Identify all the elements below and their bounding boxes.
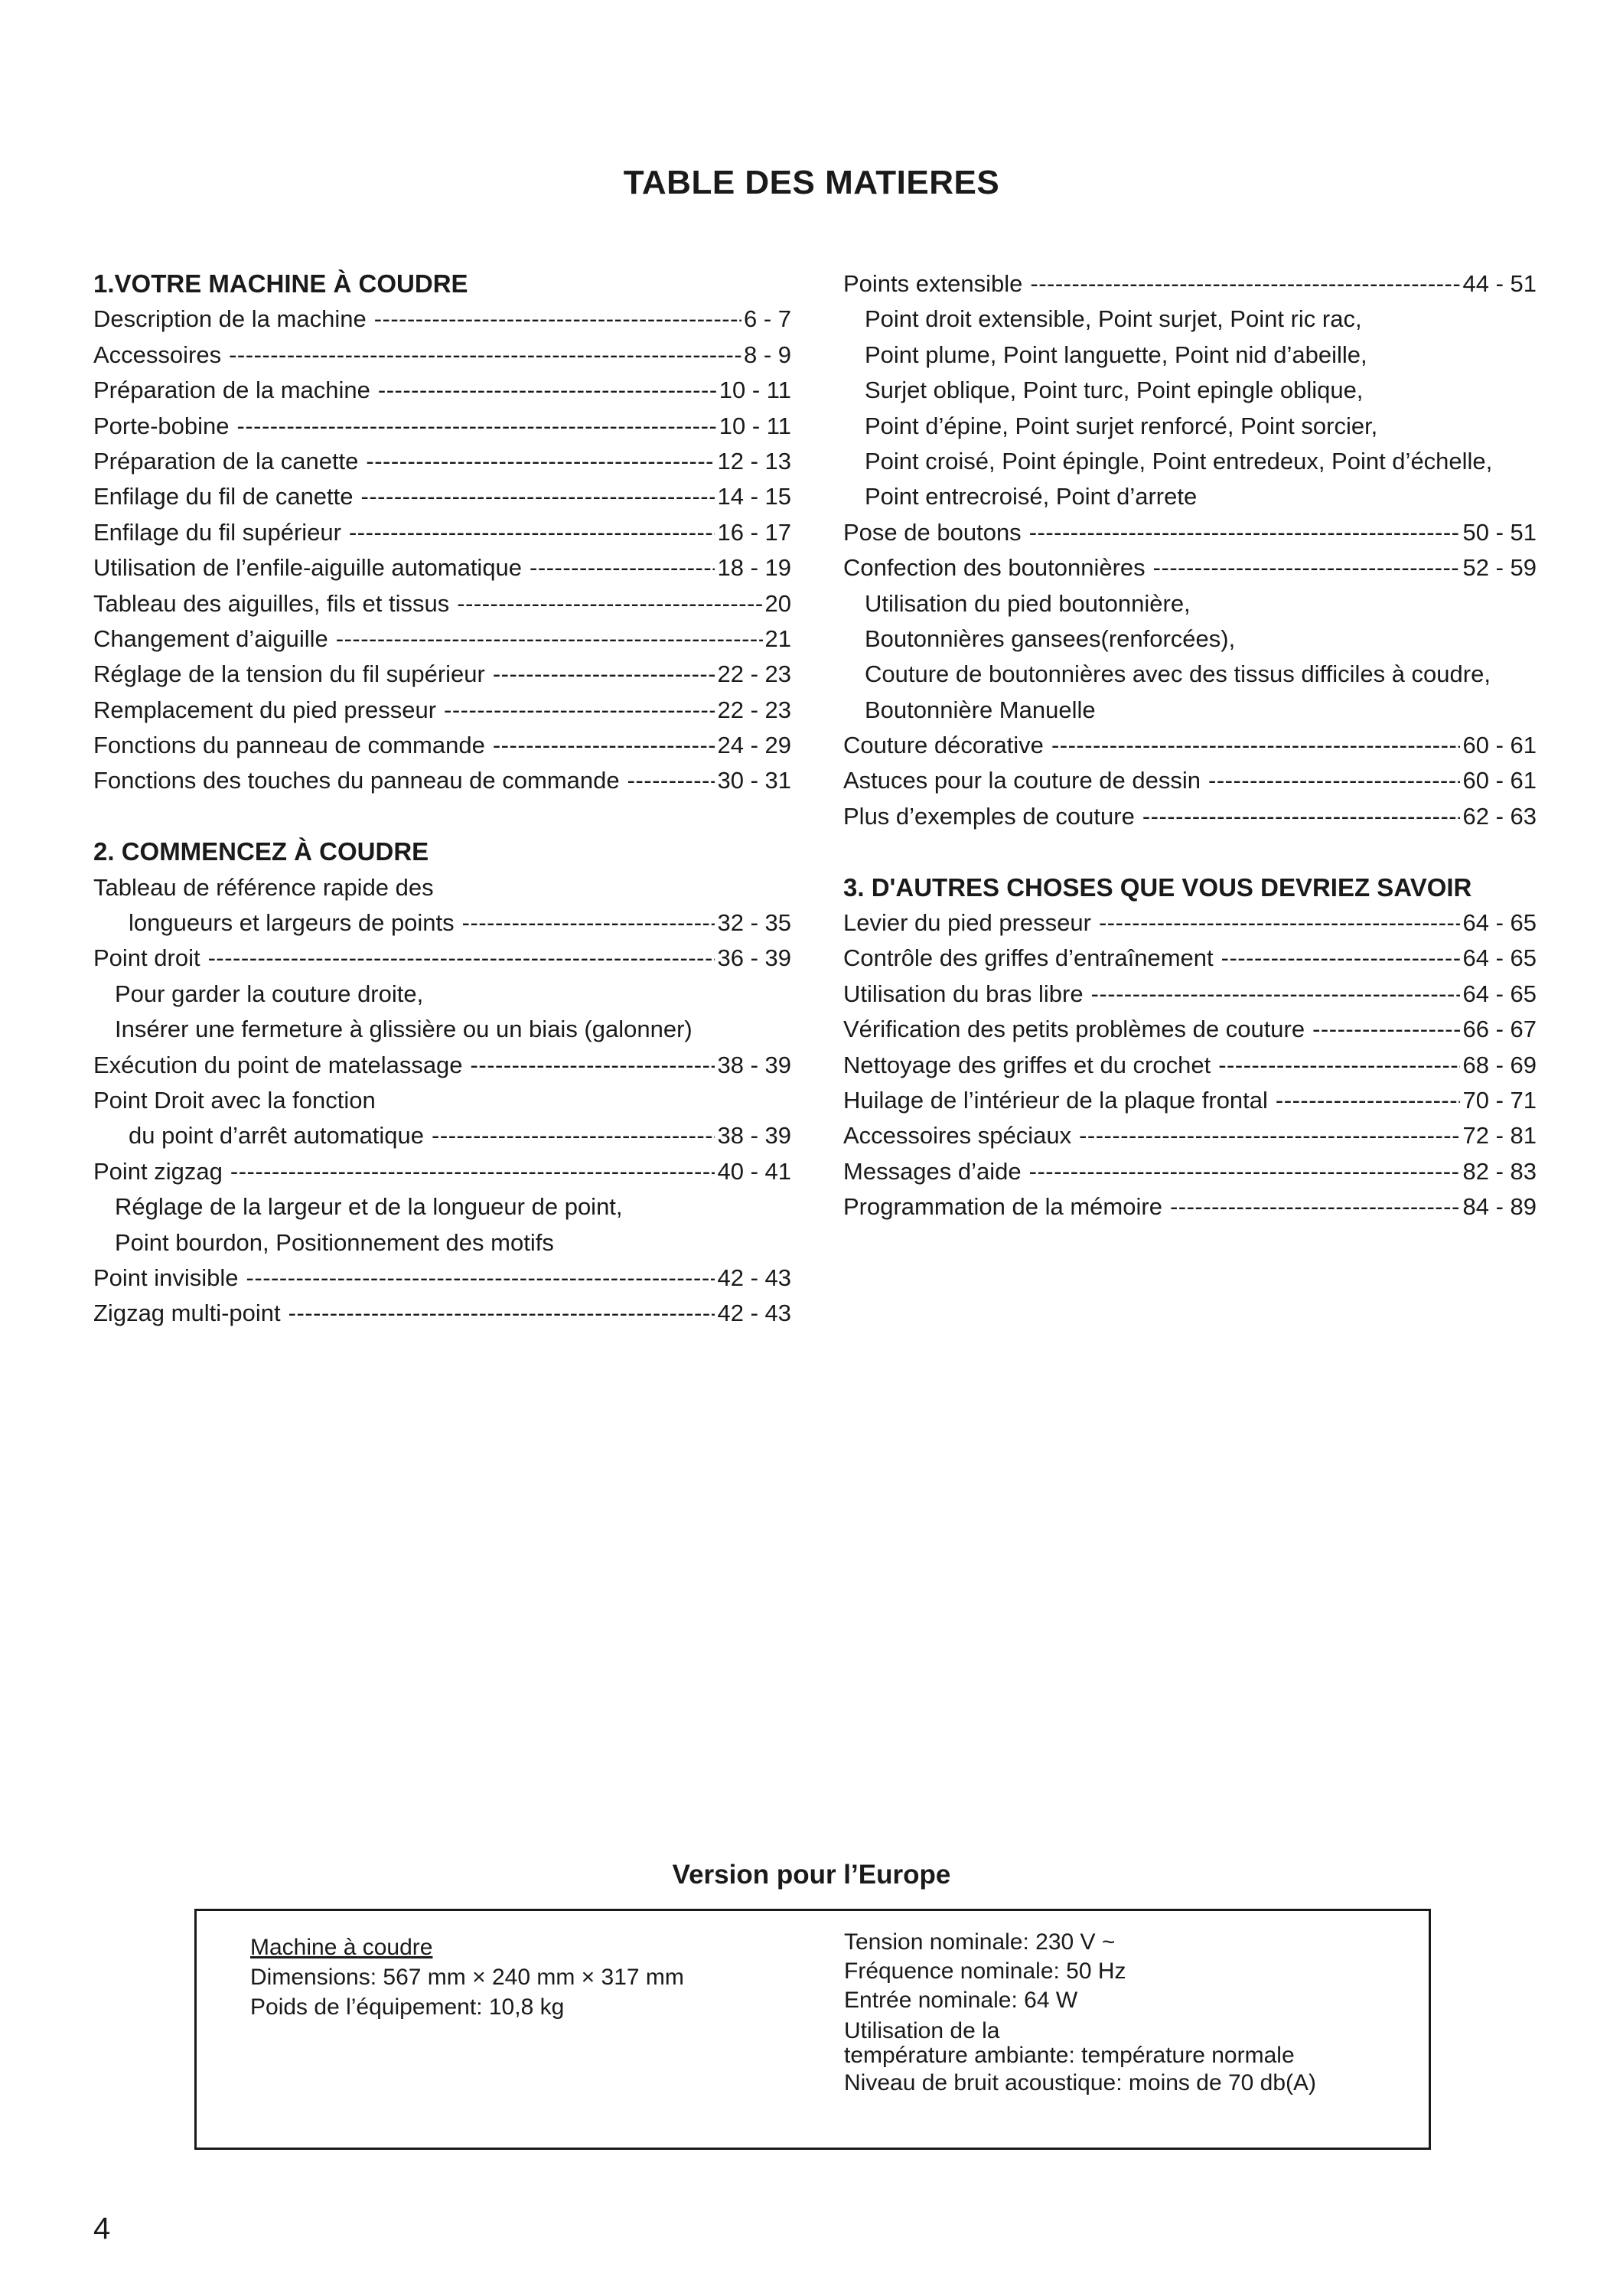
- toc-spacer: [843, 834, 1537, 869]
- toc-entry-pages: 64 - 65: [1462, 909, 1537, 937]
- toc-leader-dashes: [349, 515, 715, 550]
- toc-subentry-text: Réglage de la largeur et de la longueur de point,: [115, 1193, 623, 1221]
- toc-leader-dashes: [1153, 550, 1461, 585]
- toc-leader-dashes: [361, 479, 715, 514]
- toc-entry-pages: 50 - 51: [1462, 518, 1537, 546]
- toc-entry: [93, 693, 791, 728]
- toc-entry-pages: 32 - 35: [717, 909, 791, 937]
- toc-entry-label: Fonctions du panneau de commande: [93, 732, 485, 759]
- toc-entry-pages: 16 - 17: [717, 518, 791, 546]
- toc-entry: [93, 479, 791, 514]
- toc-leader-dashes: [208, 941, 715, 976]
- toc-entry: [843, 1012, 1537, 1047]
- spec-input: Entrée nominale: 64 W: [844, 1988, 1078, 2013]
- toc-leader-dashes: [1051, 728, 1461, 763]
- toc-entry-label: Huilage de l’intérieur de la plaque frontal: [843, 1086, 1268, 1114]
- toc-leader-dashes: [230, 1154, 715, 1189]
- toc-entry-label: Couture décorative: [843, 732, 1044, 759]
- toc-entry-pages: 38 - 39: [717, 1051, 791, 1078]
- toc-entry-label: Enfilage du fil supérieur: [93, 518, 341, 546]
- toc-entry-label: du point d’arrêt automatique: [129, 1122, 425, 1150]
- toc-entry-label: Description de la machine: [93, 305, 367, 333]
- toc-leader-dashes: [627, 763, 715, 798]
- toc-entry-label: Changement d’aiguille: [93, 625, 328, 652]
- toc-entry-pages: 44 - 51: [1462, 270, 1537, 297]
- toc-entry: [843, 977, 1537, 1012]
- toc-entry: [843, 1083, 1537, 1118]
- toc-subentry-text: Point Droit avec la fonction: [93, 1086, 376, 1114]
- toc-subentry-text: Boutonnière Manuelle: [865, 696, 1096, 723]
- toc-entry: [843, 266, 1537, 302]
- toc-entry-pages: 82 - 83: [1462, 1157, 1537, 1185]
- toc-subentry-text: Surjet oblique, Point turc, Point epingle oblique,: [865, 377, 1364, 404]
- toc-entry: [93, 1048, 791, 1083]
- toc-entry-label: Point zigzag: [93, 1157, 223, 1185]
- toc-entry: [843, 515, 1537, 550]
- toc-entry: [93, 1261, 791, 1296]
- toc-entry-label: Utilisation du bras libre: [843, 980, 1084, 1007]
- toc-entry-pages: 18 - 19: [717, 554, 791, 582]
- toc-entry: [93, 550, 791, 585]
- toc-entry: [843, 1118, 1537, 1153]
- toc-subentry-text: Point droit extensible, Point surjet, Point ric rac,: [865, 305, 1362, 333]
- toc-entry-pages: 6 - 7: [743, 305, 791, 333]
- toc-leader-dashes: [229, 338, 741, 373]
- toc-entry-pages: 10 - 11: [719, 412, 791, 439]
- toc-entry: [93, 657, 791, 692]
- toc-section-heading: 1.VOTRE MACHINE À COUDRE: [93, 269, 468, 298]
- toc-leader-dashes: [462, 905, 715, 941]
- toc-entry-label: Messages d’aide: [843, 1157, 1022, 1185]
- toc-entry-label: Exécution du point de matelassage: [93, 1051, 463, 1078]
- toc-entry-label: Confection des boutonnières: [843, 554, 1146, 582]
- toc-subentry-text: Point bourdon, Positionnement des motifs: [115, 1228, 554, 1256]
- toc-entry-pages: 30 - 31: [717, 767, 791, 794]
- toc-leader-dashes: [1276, 1083, 1461, 1118]
- toc-entry: [93, 444, 791, 479]
- spec-usage-line1: Utilisation de la: [844, 2018, 1000, 2043]
- toc-entry-pages: 70 - 71: [1462, 1086, 1537, 1114]
- toc-entry-pages: 62 - 63: [1462, 802, 1537, 830]
- toc-leader-dashes: [1142, 799, 1461, 834]
- toc-leader-dashes: [336, 621, 763, 657]
- version-title: Version pour l’Europe: [672, 1860, 951, 1890]
- toc-leader-dashes: [471, 1048, 715, 1083]
- toc-entry-pages: 38 - 39: [717, 1122, 791, 1150]
- toc-entry-label: Zigzag multi-point: [93, 1300, 281, 1327]
- toc-entry: [843, 550, 1537, 585]
- toc-entry: [93, 409, 791, 444]
- toc-leader-dashes: [246, 1261, 715, 1296]
- spec-dimensions: Dimensions: 567 mm × 240 mm × 317 mm: [250, 1965, 684, 1990]
- toc-entry-label: Vérification des petits problèmes de couture: [843, 1016, 1305, 1043]
- toc-entry-label: Porte-bobine: [93, 412, 230, 439]
- toc-entry: [843, 799, 1537, 834]
- toc-entry: [93, 905, 791, 941]
- toc-entry: [843, 1189, 1537, 1225]
- toc-entry-pages: 60 - 61: [1462, 767, 1537, 794]
- toc-right-column: [843, 266, 1537, 1225]
- toc-entry-label: Réglage de la tension du fil supérieur: [93, 660, 485, 688]
- toc-entry: [93, 373, 791, 408]
- toc-entry-pages: 36 - 39: [717, 944, 791, 972]
- toc-entry: [843, 1048, 1537, 1083]
- toc-entry-label: Point invisible: [93, 1264, 239, 1291]
- toc-entry-label: Levier du pied presseur: [843, 909, 1091, 937]
- toc-subentry-text: Point croisé, Point épingle, Point entredeux, Point d’échelle,: [865, 447, 1493, 475]
- spec-weight: Poids de l’équipement: 10,8 kg: [250, 1994, 565, 2020]
- toc-entry-pages: 12 - 13: [717, 447, 791, 475]
- toc-section-heading: 2. COMMENCEZ À COUDRE: [93, 837, 429, 866]
- toc-leader-dashes: [1091, 977, 1461, 1012]
- toc-entry-label: Remplacement du pied presseur: [93, 696, 437, 723]
- toc-leader-dashes: [1029, 1154, 1461, 1189]
- toc-entry-label: Fonctions des touches du panneau de commande: [93, 767, 620, 794]
- toc-entry: [93, 302, 791, 337]
- toc-leader-dashes: [1208, 763, 1460, 798]
- toc-subentry-text: Insérer une fermeture à glissière ou un biais (galonner): [115, 1016, 693, 1043]
- spec-machine-heading: Machine à coudre: [250, 1935, 433, 1960]
- toc-leader-dashes: [1312, 1012, 1460, 1047]
- toc-entry-label: Enfilage du fil de canette: [93, 483, 354, 510]
- toc-spacer: [93, 799, 791, 834]
- toc-leader-dashes: [1221, 941, 1461, 976]
- spec-voltage: Tension nominale: 230 V ~: [844, 1929, 1116, 1955]
- toc-entry-pages: 24 - 29: [717, 732, 791, 759]
- toc-entry-pages: 66 - 67: [1462, 1016, 1537, 1043]
- toc-entry-pages: 68 - 69: [1462, 1051, 1537, 1078]
- spec-usage-line2: température ambiante: température normale: [844, 2043, 1295, 2068]
- toc-entry-pages: 22 - 23: [717, 696, 791, 723]
- toc-entry-pages: 10 - 11: [719, 377, 791, 404]
- toc-section-heading: 3. D'AUTRES CHOSES QUE VOUS DEVRIEZ SAVOIR: [843, 872, 1472, 902]
- toc-entry: [843, 941, 1537, 976]
- toc-entry-label: longueurs et largeurs de points: [129, 909, 455, 937]
- toc-entry: [93, 1118, 791, 1153]
- toc-subentry-text: Point d’épine, Point surjet renforcé, Point sorcier,: [865, 412, 1378, 439]
- toc-entry-pages: 8 - 9: [743, 341, 791, 368]
- spec-left: [250, 1932, 786, 2022]
- toc-leader-dashes: [530, 550, 715, 585]
- toc-entry-label: Préparation de la canette: [93, 447, 359, 475]
- toc-leader-dashes: [1079, 1118, 1460, 1153]
- toc-entry: [843, 905, 1537, 941]
- toc-leader-dashes: [1029, 515, 1461, 550]
- page-title: TABLE DES MATIERES: [623, 164, 1000, 201]
- toc-left-column: [93, 266, 791, 1332]
- toc-entry: [843, 763, 1537, 798]
- toc-leader-dashes: [237, 409, 717, 444]
- toc-entry: [93, 515, 791, 550]
- toc-entry-pages: 40 - 41: [717, 1157, 791, 1185]
- spec-box: [194, 1909, 1431, 2150]
- toc-entry-pages: 42 - 43: [717, 1300, 791, 1327]
- toc-entry-pages: 84 - 89: [1462, 1193, 1537, 1221]
- toc-subentry-text: Point plume, Point languette, Point nid d’abeille,: [865, 341, 1367, 368]
- toc-entry: [93, 763, 791, 798]
- toc-leader-dashes: [432, 1118, 715, 1153]
- toc-entry: [93, 728, 791, 763]
- toc-entry-label: Utilisation de l’enfile-aiguille automatique: [93, 554, 523, 582]
- toc-entry: [93, 338, 791, 373]
- toc-leader-dashes: [1218, 1048, 1460, 1083]
- toc-leader-dashes: [378, 373, 717, 408]
- toc-entry-pages: 52 - 59: [1462, 554, 1537, 582]
- toc-entry-label: Pose de boutons: [843, 518, 1022, 546]
- toc-subentry-text: Couture de boutonnières avec des tissus difficiles à coudre,: [865, 660, 1491, 688]
- toc-entry: [93, 1154, 791, 1189]
- toc-entry-pages: 14 - 15: [717, 483, 791, 510]
- toc-entry-pages: 22 - 23: [717, 660, 791, 688]
- toc-leader-dashes: [457, 586, 762, 621]
- toc-entry-label: Accessoires: [93, 341, 222, 368]
- toc-entry-pages: 64 - 65: [1462, 980, 1537, 1007]
- toc-entry-label: Astuces pour la couture de dessin: [843, 767, 1201, 794]
- spec-right: [844, 1928, 1410, 2098]
- toc-entry-label: Nettoyage des griffes et du crochet: [843, 1051, 1211, 1078]
- toc-subentry-text: Pour garder la couture droite,: [115, 980, 424, 1007]
- toc-entry-label: Programmation de la mémoire: [843, 1193, 1162, 1221]
- toc-entry-pages: 20: [764, 589, 791, 617]
- toc-leader-dashes: [288, 1296, 715, 1331]
- toc-entry-label: Préparation de la machine: [93, 377, 370, 404]
- toc-entry-label: Contrôle des griffes d’entraînement: [843, 944, 1214, 972]
- toc-entry-label: Point droit: [93, 944, 200, 972]
- toc-entry-pages: 21: [764, 625, 791, 652]
- toc-entry: [93, 941, 791, 976]
- toc-leader-dashes: [1099, 905, 1461, 941]
- toc-entry-pages: 72 - 81: [1462, 1122, 1537, 1150]
- toc-entry: [93, 621, 791, 657]
- toc-entry-label: Accessoires spéciaux: [843, 1122, 1072, 1150]
- toc-leader-dashes: [366, 444, 715, 479]
- toc-entry-pages: 64 - 65: [1462, 944, 1537, 972]
- toc-entry-pages: 42 - 43: [717, 1264, 791, 1291]
- toc-subentry-text: Utilisation du pied boutonnière,: [865, 589, 1191, 617]
- toc-entry-pages: 60 - 61: [1462, 732, 1537, 759]
- toc-entry-label: Points extensible: [843, 270, 1023, 297]
- toc-subentry-text: Tableau de référence rapide des: [93, 873, 434, 901]
- toc-leader-dashes: [444, 693, 715, 728]
- toc-entry-label: Tableau des aiguilles, fils et tissus: [93, 589, 450, 617]
- toc-entry-label: Plus d’exemples de couture: [843, 802, 1135, 830]
- toc-subentry-text: Boutonnières gansees(renforcées),: [865, 625, 1236, 652]
- spec-noise: Niveau de bruit acoustique: moins de 70 db(A): [844, 2070, 1317, 2095]
- page-number: 4: [93, 2212, 111, 2245]
- toc-entry: [843, 728, 1537, 763]
- toc-leader-dashes: [493, 657, 715, 692]
- toc-entry: [93, 1296, 791, 1331]
- toc-leader-dashes: [1170, 1189, 1461, 1225]
- toc-entry: [843, 1154, 1537, 1189]
- toc-leader-dashes: [493, 728, 715, 763]
- toc-entry: [93, 586, 791, 621]
- spec-frequency: Fréquence nominale: 50 Hz: [844, 1958, 1126, 1984]
- toc-subentry-text: Point entrecroisé, Point d’arrete: [865, 483, 1198, 510]
- toc-leader-dashes: [374, 302, 741, 337]
- toc-leader-dashes: [1030, 266, 1460, 302]
